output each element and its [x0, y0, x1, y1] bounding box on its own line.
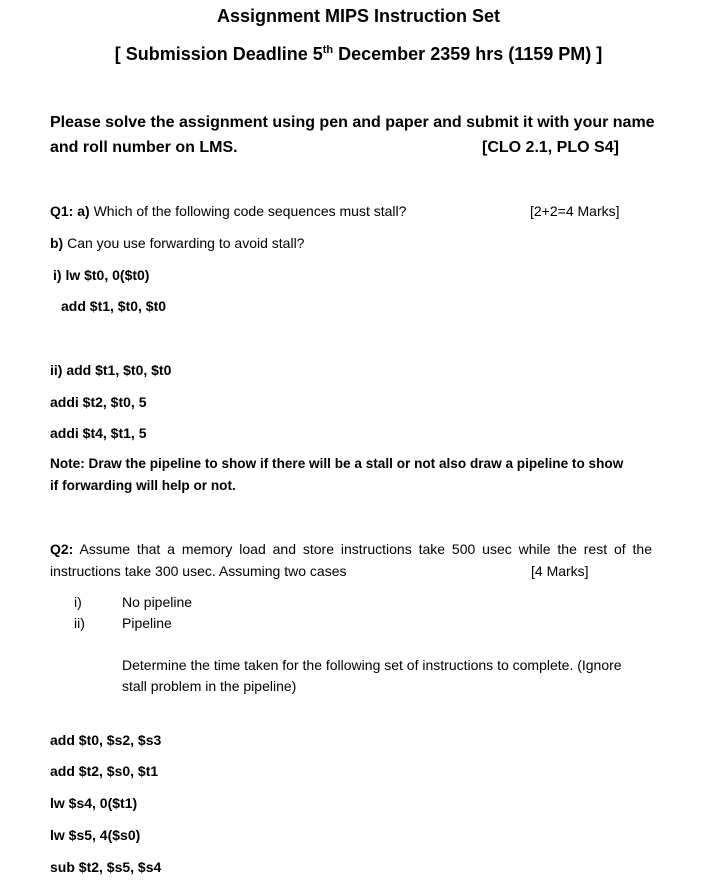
code-line: add $t0, $s2, $s3	[50, 732, 162, 748]
q2-determine-line-2: stall problem in the pipeline)	[122, 678, 297, 694]
q1-note-line-1: Note: Draw the pipeline to show if there will be a stall or not also draw a pipeline to show	[50, 456, 624, 471]
instructions-line-2: and roll number on LMS.	[50, 139, 238, 156]
code-line: addi $t2, $t0, 5	[50, 394, 147, 410]
code-line: i) lw $t0, 0($t0)	[53, 267, 150, 283]
q2-text-line-1	[50, 541, 652, 557]
case-numeral: ii)	[74, 615, 85, 631]
case-numeral: i)	[74, 594, 82, 610]
code-line: lw $s4, 0($t1)	[50, 795, 138, 811]
q2-determine-line-1: Determine the time taken for the following set of instructions to complete. (Ignore	[122, 657, 622, 673]
code-line: sub $t2, $s5, $s4	[50, 859, 162, 875]
code-line: add $t1, $t0, $t0	[61, 298, 167, 314]
code-line: lw $s5, 4($s0)	[50, 827, 141, 843]
code-line: add $t2, $s0, $t1	[50, 763, 159, 779]
deadline-text-rest: December 2359 hrs (1159 PM) ]	[333, 44, 603, 64]
q2-marks: [4 Marks]	[531, 563, 589, 579]
submission-deadline	[0, 44, 717, 65]
q2-text-line-2: instructions take 300 usec. Assuming two cases	[50, 563, 347, 579]
q1-part-a-label: a)	[77, 203, 90, 219]
q2-text: Assume that a memory load and store instructions take 500 usec while the rest of the	[79, 541, 652, 557]
code-line: ii) add $t1, $t0, $t0	[50, 362, 172, 378]
deadline-text: [ Submission Deadline 5	[114, 44, 323, 64]
q1-note-line-2: if forwarding will help or not.	[50, 478, 236, 493]
q1-part-b-text: Can you use forwarding to avoid stall?	[67, 235, 305, 251]
q1-part-b	[50, 235, 304, 251]
code-line: addi $t4, $t1, 5	[50, 425, 147, 441]
q1-label: Q1:	[50, 203, 74, 219]
clo-plo-label: [CLO 2.1, PLO S4]	[482, 139, 619, 156]
page-title: Assignment MIPS Instruction Set	[216, 6, 501, 26]
q2-label: Q2:	[50, 541, 74, 557]
deadline-superscript: th	[322, 44, 334, 56]
case-text: Pipeline	[122, 615, 172, 631]
q1-part-a	[50, 203, 406, 219]
case-text: No pipeline	[122, 594, 193, 610]
q1-marks: [2+2=4 Marks]	[530, 203, 620, 219]
q1-part-a-text: Which of the following code sequences must stall?	[93, 203, 407, 219]
q1-part-b-label: b)	[50, 235, 64, 251]
instructions-line-1: Please solve the assignment using pen and paper and submit it with your name	[50, 114, 655, 131]
